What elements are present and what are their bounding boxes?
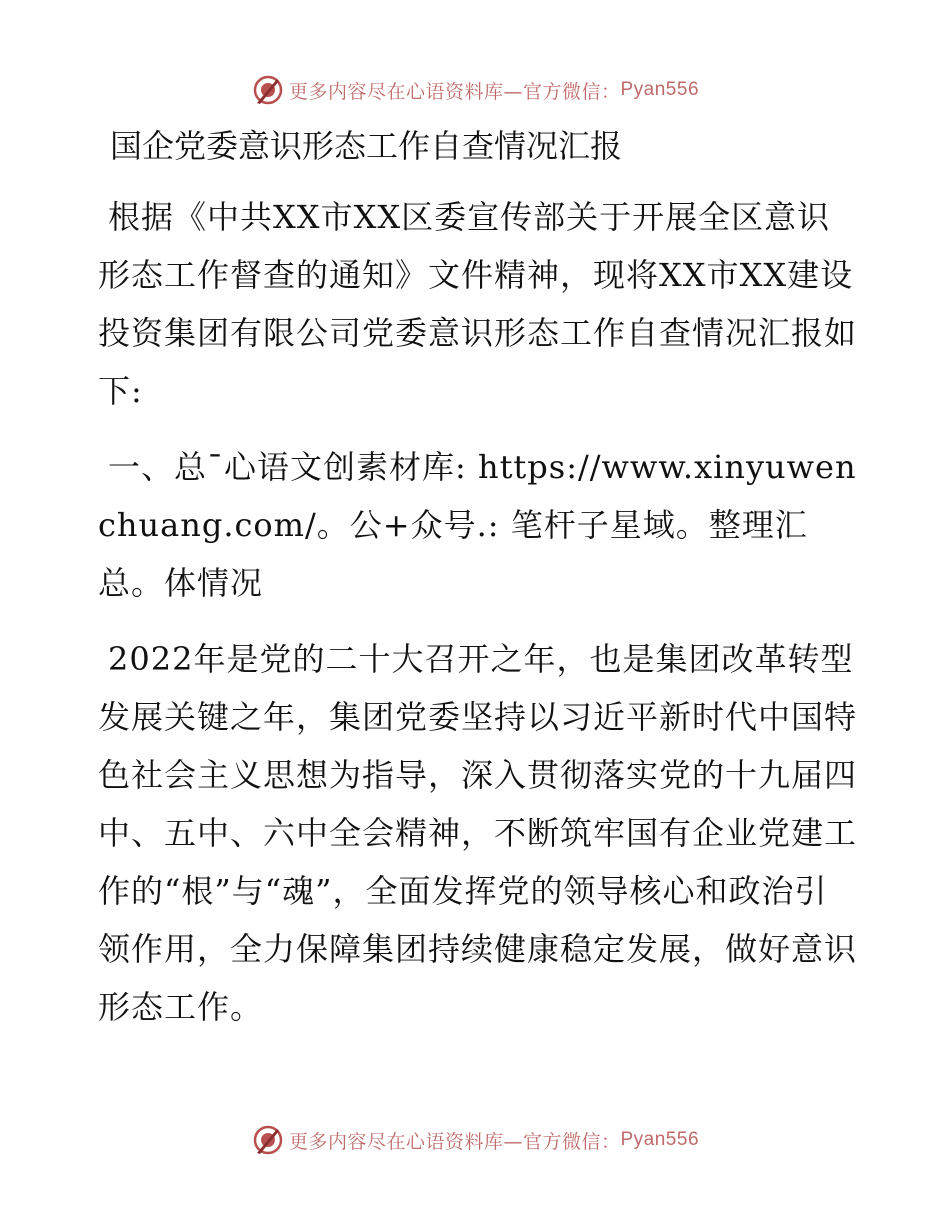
quill-seal-icon [251, 73, 285, 107]
banner-text: 更多内容尽在心语资料库—官方微信： [288, 80, 621, 103]
header-watermark-banner [0, 70, 950, 110]
banner-wechat-id: Pyan556 [620, 79, 700, 100]
footer-watermark-banner [0, 1120, 950, 1160]
paragraph-section-heading: 一、总¯心语文创素材库: https://www.xinyuwenchuang.com/。公+众号.: 笔杆子星域。整理汇总。体情况 [98, 448, 857, 602]
paragraph-intro: 根据《中共XX市XX区委宣传部关于开展全区意识形态工作督查的通知》文件精神，现将XX市XX建设投资集团有限公司党委意识形态工作自查情况汇报如下: [98, 198, 858, 410]
document-title: 国企党委意识形态工作自查情况汇报 [110, 127, 623, 165]
banner-text: 更多内容尽在心语资料库—官方微信： [288, 1130, 621, 1153]
paragraph-overview: 2022年是党的二十大召开之年，也是集团改革转型发展关键之年，集团党委坚持以习近平新时代中国特色社会主义思想为指导，深入贯彻落实党的十九届四中、五中、六中全会精神，不断筑牢国有企业党建工作的“根”与“魂”，全面发挥党的领导核心和政治引领作用，全力保障集团持续健康稳定发展，做好意识形态工作。 [98, 640, 858, 1026]
quill-seal-icon [251, 1123, 285, 1157]
document-body [98, 118, 858, 1054]
banner-wechat-id: Pyan556 [620, 1129, 700, 1150]
